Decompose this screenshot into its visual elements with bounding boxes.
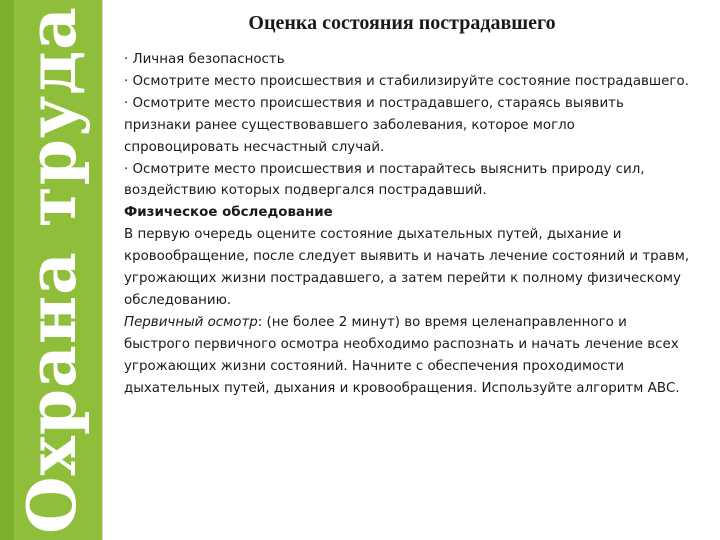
sidebar-divider [102, 0, 103, 540]
paragraph-first-assessment: В первую очередь оцените состояние дыхательных путей, дыхание и кровообращение, после следует выявить и начать лечение состояний и травм, угрожающих жизни пострадавшего, а затем перейти к полному физическому обследованию. [124, 227, 690, 308]
sidebar-edge-stripe [0, 0, 14, 540]
bullet-stabilize: · Осмотрите место происшествия и стабилизируйте состояние пострадавшего. [124, 73, 689, 89]
slide-body [124, 49, 690, 400]
section-heading-physical-exam: Физическое обследование [124, 205, 333, 221]
sidebar-panel [0, 0, 102, 540]
bullet-personal-safety: · Личная безопасность [124, 52, 285, 67]
slide-title: Оценка состояния пострадавшего [248, 12, 556, 34]
bullet-prior-disease: · Осмотрите место происшествия и пострадавшего, стараясь выявить признаки ранее существовавшего заболевания, которое могло спровоцировать несчастный случай. [124, 95, 624, 155]
sidebar-vertical-title: Охрана труда [13, 6, 91, 534]
primary-survey-label: Первичный осмотр [124, 314, 258, 330]
primary-survey-text: : (не более 2 минут) во время целенаправленного и быстрого первичного осмотра необходимо распознать и начать лечение всех угрожающих жизни состояний. Начните с обеспечения проходимости дыхательных путей, дыхания и кровообращения. Используйте алгоритм АВС. [124, 314, 680, 396]
paragraph-primary-survey [124, 312, 690, 400]
bullet-forces: · Осмотрите место происшествия и постарайтесь выяснить природу сил, воздействию которых подвергался пострадавший. [124, 161, 645, 199]
